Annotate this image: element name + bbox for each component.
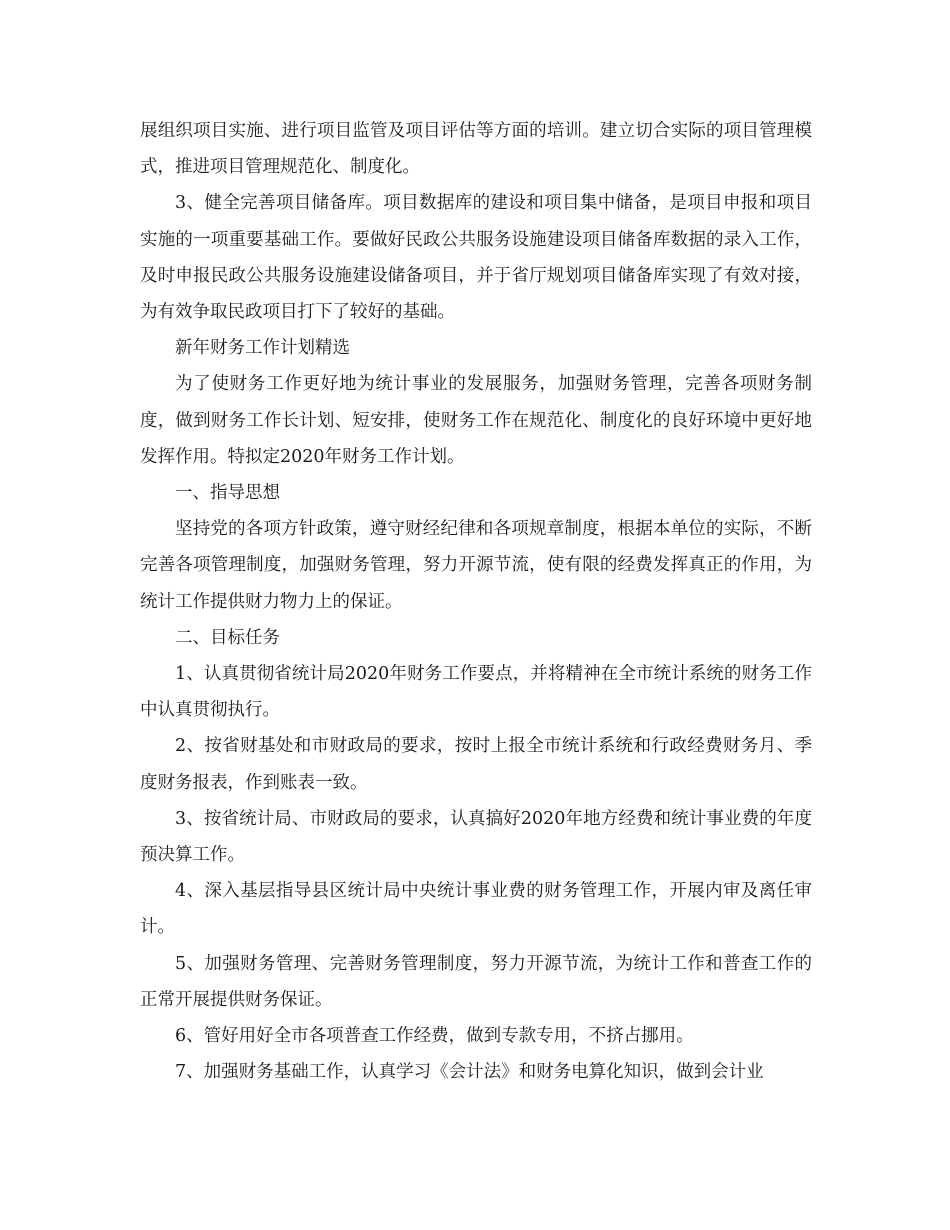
- paragraph-guiding-thought: 坚持党的各项方针政策，遵守财经纪律和各项规章制度，根据本单位的实际，不断完善各项管理制度，加强财务管理，努力开源节流，使有限的经费发挥真正的作用，为统计工作提供财力物力上的保证。: [140, 519, 812, 612]
- paragraph-task-2: 2、按省财基处和市财政局的要求，按时上报全市统计系统和行政经费财务月、季度财务报表，作到账表一致。: [140, 736, 812, 793]
- paragraph-intro: 为了使财务工作更好地为统计事业的发展服务，加强财务管理，完善各项财务制度，做到财务工作长计划、短安排，使财务工作在规范化、制度化的良好环境中更好地发挥作用。特拟定2020年财务工作计划。: [140, 374, 812, 467]
- paragraph-task-6: 6、管好用好全市各项普查工作经费，做到专款专用，不挤占挪用。: [175, 1026, 694, 1047]
- paragraph-task-1: 1、认真贯彻省统计局2020年财务工作要点，并将精神在全市统计系统的财务工作中认真贯彻执行。: [140, 664, 812, 721]
- paragraph-task-3: 3、按省统计局、市财政局的要求，认真搞好2020年地方经费和统计事业费的年度预决算工作。: [140, 808, 812, 866]
- paragraph-continuation: 展组织项目实施、进行项目监管及项目评估等方面的培训。建立切合实际的项目管理模式，推进项目管理规范化、制度化。: [140, 121, 812, 178]
- heading-target-tasks: 二、目标任务: [175, 627, 280, 648]
- section-title: 新年财务工作计划精选: [175, 338, 350, 359]
- paragraph-item-3: 3、健全完善项目储备库。项目数据库的建设和项目集中储备，是项目申报和项目实施的一项重要基础工作。要做好民政公共服务设施建设项目储备库数据的录入工作，及时申报民政公共服务设施建设储备项目，并于省厅规划项目储备库实现了有效对接，为有效争取民政项目打下了较好的基础。: [140, 193, 812, 323]
- document-body: [140, 113, 812, 1090]
- paragraph-task-7: 7、加强财务基础工作，认真学习《会计法》和财务电算化知识，做到会计业: [175, 1062, 764, 1083]
- paragraph-task-5: 5、加强财务管理、完善财务管理制度，努力开源节流，为统计工作和普查工作的正常开展提供财务保证。: [140, 953, 812, 1010]
- paragraph-task-4: 4、深入基层指导县区统计局中央统计事业费的财务管理工作，开展内审及离任审计。: [140, 881, 812, 938]
- heading-guiding-thought: 一、指导思想: [175, 483, 280, 504]
